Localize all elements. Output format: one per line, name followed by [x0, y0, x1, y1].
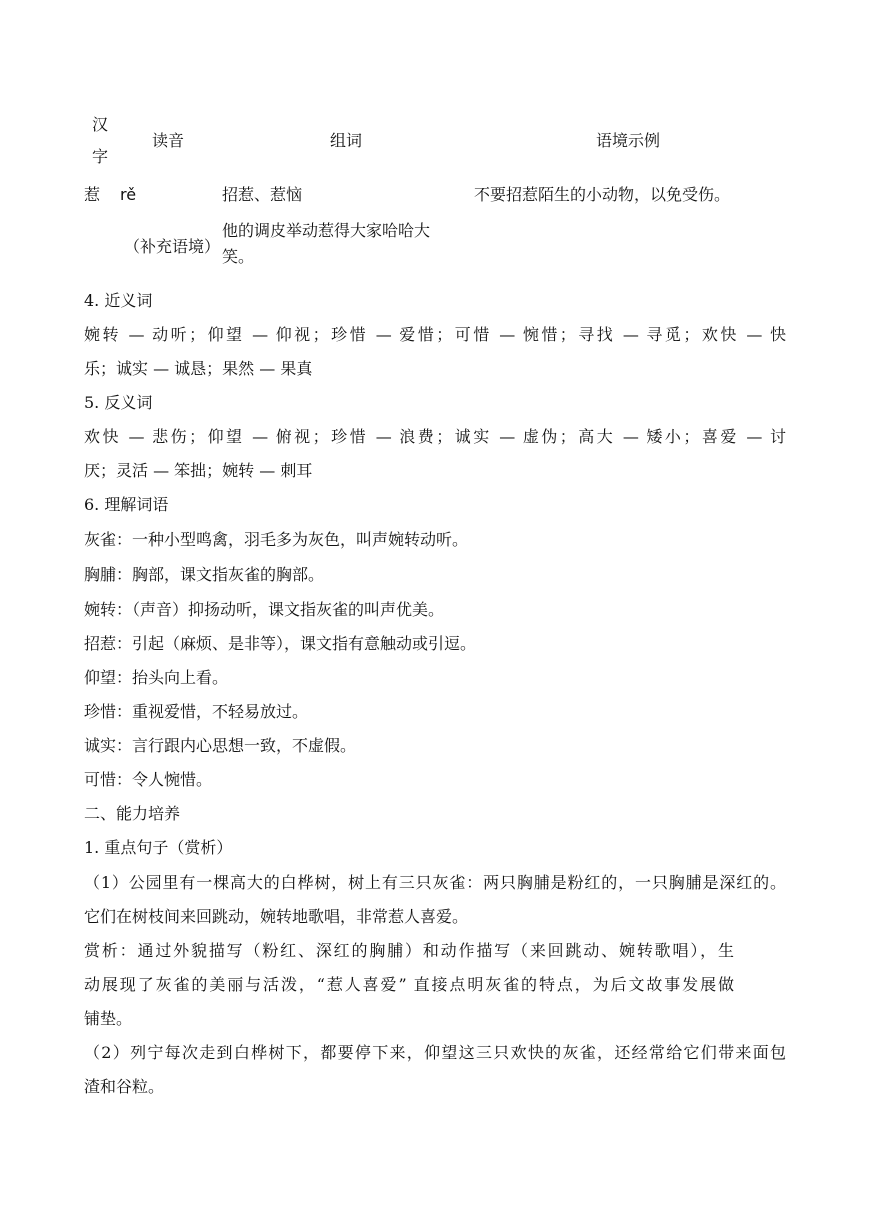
header-context: 语境示例	[596, 131, 661, 150]
sentence-2-line-2: 渣和谷粒。	[84, 1077, 165, 1096]
explanation-item: 可惜：令人惋惜。	[84, 770, 213, 789]
supplement-text: 他的调皮举动惹得大家哈哈大笑。	[222, 221, 431, 266]
explanation-item: 仰望：抬头向上看。	[84, 668, 229, 687]
part-subtitle: 1. 重点句子（赏析）	[84, 838, 233, 857]
header-reading: 读音	[152, 131, 185, 150]
section-title: 4. 近义词	[84, 291, 153, 310]
explanation-item: 胸脯：胸部，课文指灰雀的胸部。	[84, 565, 325, 584]
antonyms-line-2: 厌；灵活 — 笨拙；婉转 — 刺耳	[84, 461, 313, 480]
row-pinyin: rě	[120, 185, 137, 204]
header-hanzi-line2: 字	[92, 147, 109, 166]
header-words: 组词	[330, 131, 363, 150]
section-title: 5. 反义词	[84, 393, 153, 412]
part-title: 二、能力培养	[84, 804, 181, 823]
explanation-item: 诚实：言行跟内心思想一致，不虚假。	[84, 736, 357, 755]
row-context: 不要招惹陌生的小动物，以免受伤。	[474, 185, 731, 204]
row-words: 招惹、惹恼	[222, 185, 303, 204]
explanation-item: 珍惜：重视爱惜，不轻易放过。	[84, 702, 309, 721]
explanation-item: 灰雀：一种小型鸣禽，羽毛多为灰色，叫声婉转动听。	[84, 530, 469, 549]
explanation-item: 婉转：（声音）抑扬动听，课文指灰雀的叫声优美。	[84, 600, 445, 619]
analysis-1-line-3: 铺垫。	[84, 1009, 133, 1028]
antonyms-line-1: 欢快 — 悲伤；仰望 — 俯视；珍惜 — 浪费；诚实 — 虚伪；高大 — 矮小；喜爱 — 讨	[84, 427, 786, 446]
sentence-2-line-1: （2）列宁每次走到白桦树下，都要停下来，仰望这三只欢快的灰雀，还经常给它们带来面包	[84, 1043, 786, 1062]
analysis-1-line-2: 动展现了灰雀的美丽与活泼，“惹人喜爱” 直接点明灰雀的特点，为后文故事发展做	[84, 975, 734, 994]
header-hanzi-line1: 汉	[92, 115, 109, 134]
synonyms-line-1: 婉转 — 动听；仰望 — 仰视；珍惜 — 爱惜；可惜 — 惋惜；寻找 — 寻觅；欢快 — 快	[84, 325, 786, 344]
supplement-label: （补充语境）	[124, 237, 221, 256]
section-title: 6. 理解词语	[84, 495, 169, 514]
analysis-1-line-1: 赏析：通过外貌描写（粉红、深红的胸脯）和动作描写（来回跳动、婉转歌唱），生	[84, 941, 734, 960]
row-hanzi: 惹	[84, 185, 101, 204]
sentence-1-line-2: 它们在树枝间来回跳动，婉转地歌唱，非常惹人喜爱。	[84, 907, 469, 926]
synonyms-line-2: 乐；诚实 — 诚恳；果然 — 果真	[84, 359, 313, 378]
explanation-item: 招惹：引起（麻烦、是非等），课文指有意触动或引逗。	[84, 634, 477, 653]
sentence-1-line-1: （1）公园里有一棵高大的白桦树，树上有三只灰雀：两只胸脯是粉红的，一只胸脯是深红的。	[84, 873, 786, 892]
